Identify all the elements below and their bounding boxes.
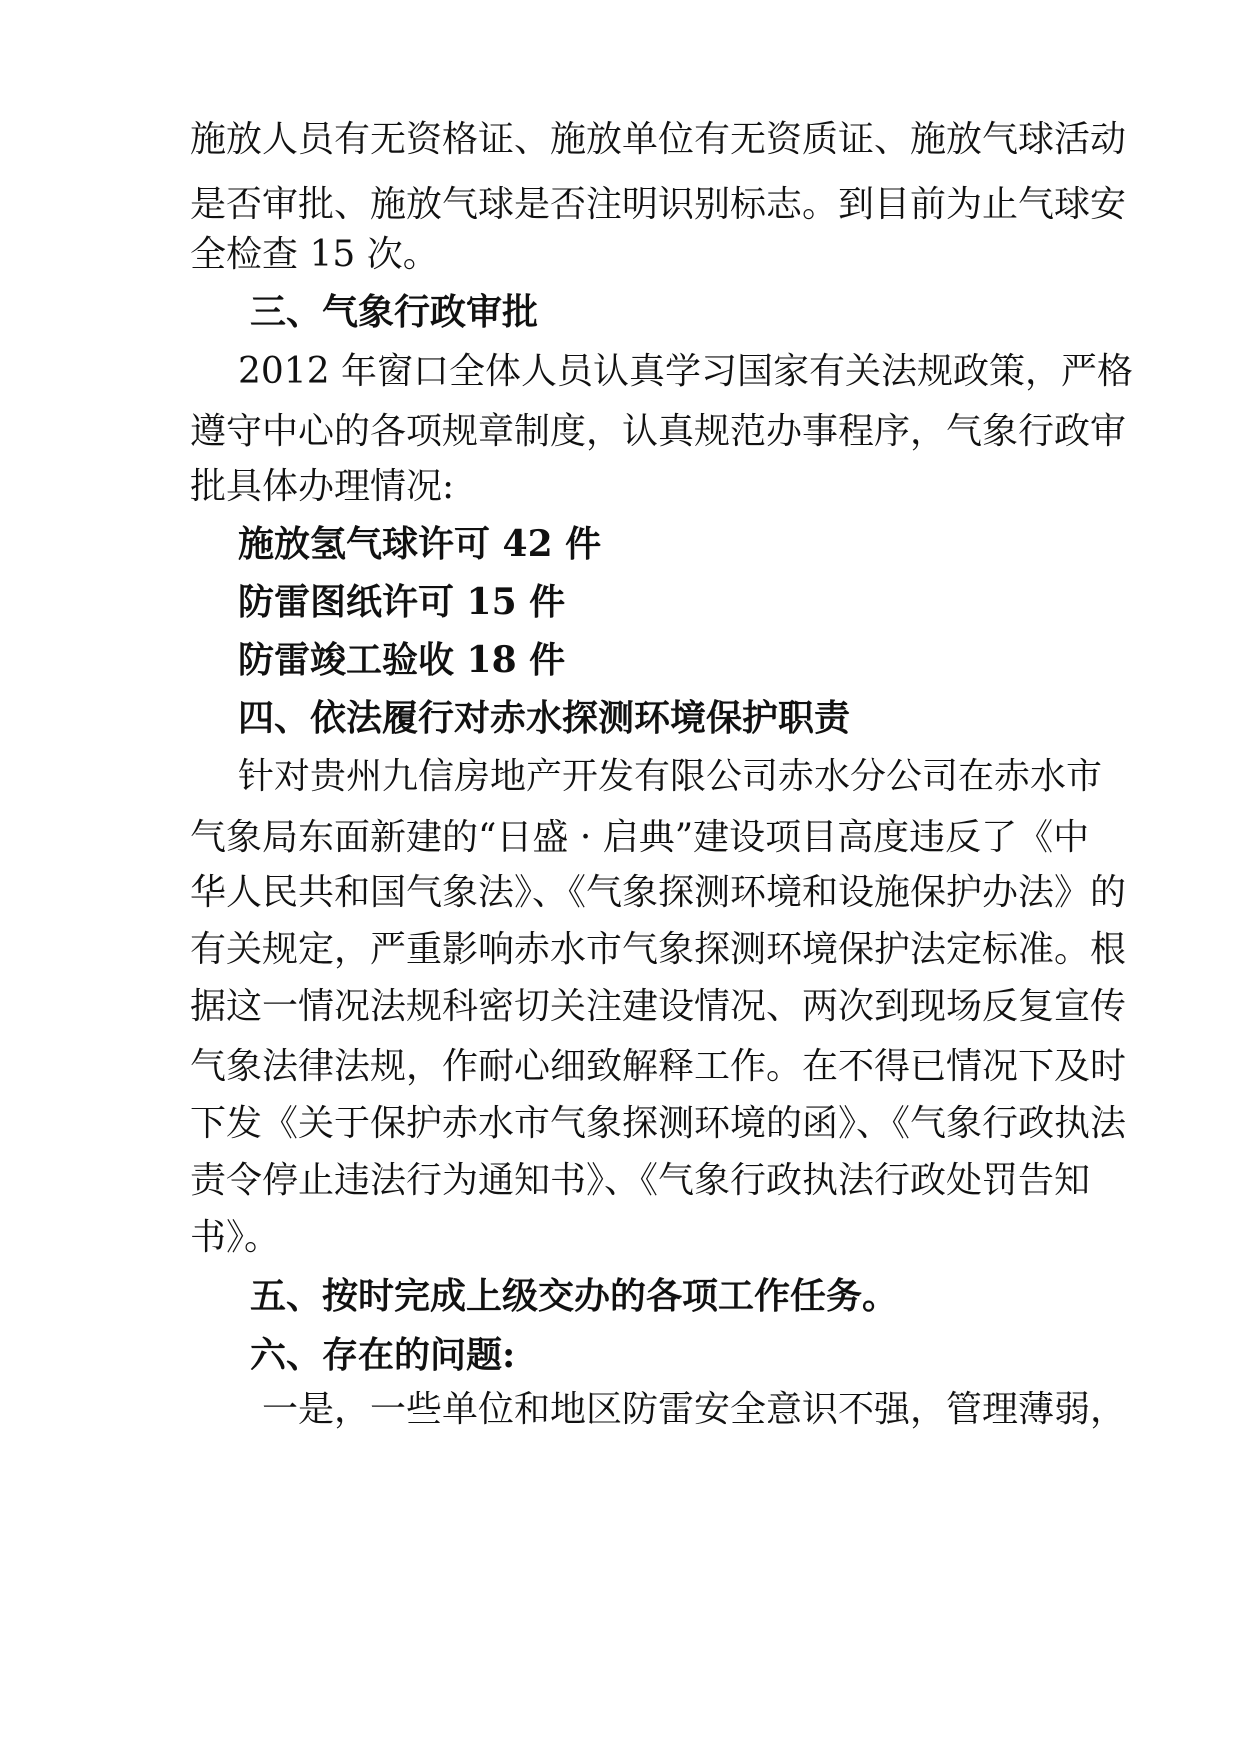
body-text-line: 据这一情况法规科密切关注建设情况、两次到现场反复宣传	[190, 986, 1127, 1027]
body-text-line: 针对贵州九信房地产开发有限公司赤水分公司在赤水市	[238, 756, 1103, 797]
body-text-line: 2012 年窗口全体人员认真学习国家有关法规政策，严格	[238, 351, 1134, 392]
approval-item: 防雷竣工验收 18 件	[238, 639, 566, 681]
body-text-line: 一是，一些单位和地区防雷安全意识不强，管理薄弱，	[262, 1389, 1127, 1430]
body-text-line: 遵守中心的各项规章制度，认真规范办事程序，气象行政审	[190, 411, 1127, 452]
section-heading-6: 六、存在的问题:	[250, 1334, 516, 1376]
body-text-line: 气象法律法规，作耐心细致解释工作。在不得已情况下及时	[190, 1046, 1127, 1087]
body-text-line: 全检查 15 次。	[190, 234, 439, 275]
section-heading-3: 三、气象行政审批	[250, 291, 539, 333]
body-text-line: 华人民共和国气象法》、《气象探测环境和设施保护办法》的	[190, 872, 1127, 913]
section-heading-4: 四、依法履行对赤水探测环境保护职责	[238, 697, 851, 739]
body-text-line: 书》。	[190, 1217, 281, 1258]
body-text-line: 批具体办理情况:	[190, 466, 455, 507]
body-text-line: 有关规定，严重影响赤水市气象探测环境保护法定标准。根	[190, 929, 1127, 970]
body-text-line: 施放人员有无资格证、施放单位有无资质证、施放气球活动	[190, 119, 1127, 160]
section-heading-5: 五、按时完成上级交办的各项工作任务。	[250, 1275, 899, 1317]
body-text-line: 气象局东面新建的“日盛 · 启典”建设项目高度违反了《中	[190, 817, 1090, 858]
approval-item: 施放氢气球许可 42 件	[238, 523, 602, 565]
approval-item: 防雷图纸许可 15 件	[238, 581, 566, 623]
body-text-line: 下发《关于保护赤水市气象探测环境的函》、《气象行政执法	[190, 1103, 1127, 1144]
body-text-line: 是否审批、施放气球是否注明识别标志。到目前为止气球安	[190, 184, 1127, 225]
body-text-line: 责令停止违法行为通知书》、《气象行政执法行政处罚告知	[190, 1160, 1091, 1201]
